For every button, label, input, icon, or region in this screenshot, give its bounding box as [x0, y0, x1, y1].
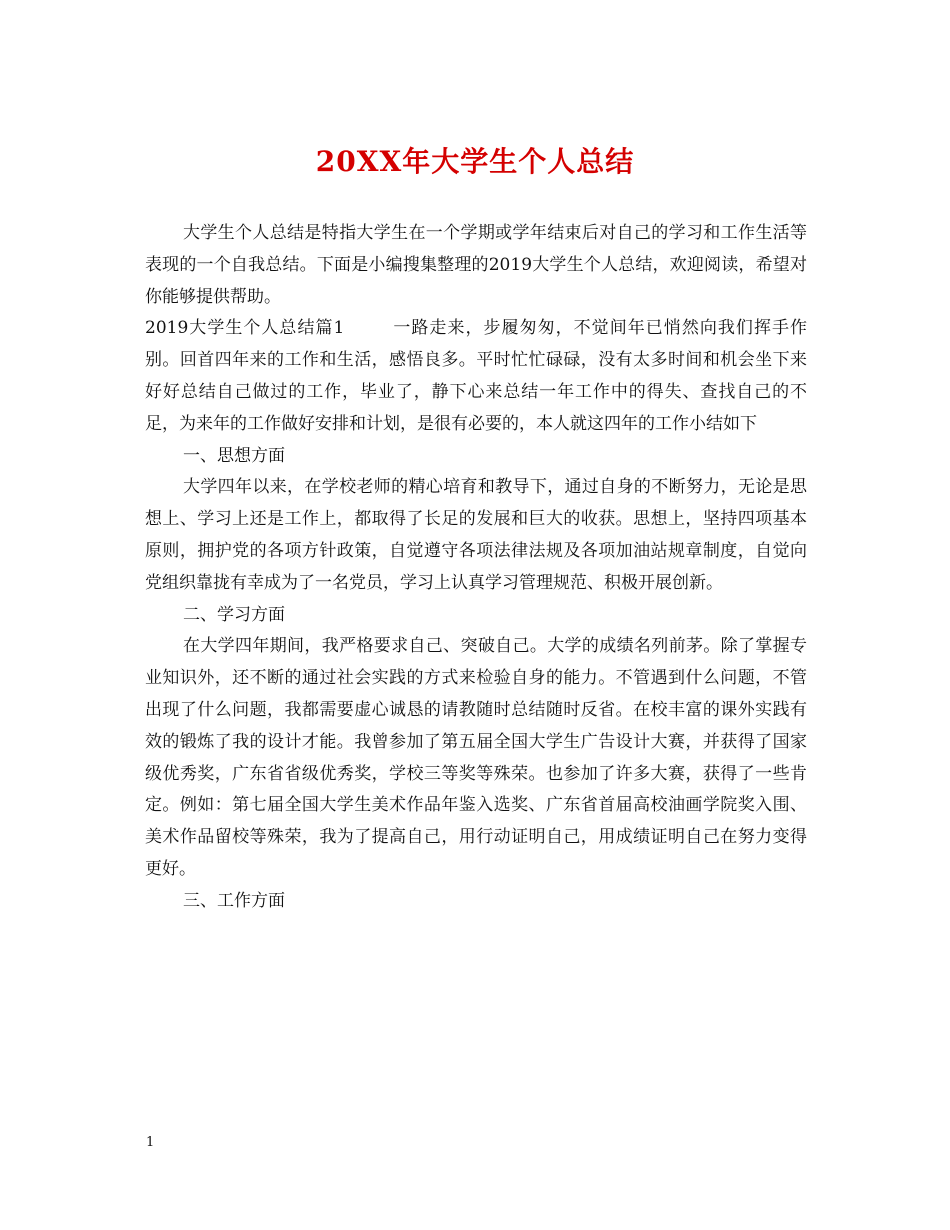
- heading-study: 二、学习方面: [183, 604, 285, 625]
- document-title: 20XX年大学生个人总结: [315, 145, 635, 178]
- paragraph-thought: 大学四年以来，在学校老师的精心培育和教导下，通过自身的不断努力，无论是思想上、学习上还是工作上，都取得了长足的发展和巨大的收获。思想上，坚持四项基本原则，拥护党的各项方针政策，自觉遵守各项法律法规及各项加油站规章制度，自觉向党组织靠拢有幸成为了一名党员，学习上认真学习管理规范、积极开展创新。: [145, 477, 807, 593]
- section-paragraph: [145, 313, 807, 440]
- section-label: 2019大学生个人总结篇1: [145, 318, 345, 339]
- heading-work: 三、工作方面: [183, 890, 285, 911]
- page-number: 1: [146, 1135, 155, 1150]
- intro-paragraph: 大学生个人总结是特指大学生在一个学期或学年结束后对自己的学习和工作生活等表现的一个自我总结。下面是小编搜集整理的2019大学生个人总结，欢迎阅读，希望对你能够提供帮助。: [145, 223, 807, 307]
- document-body: [145, 218, 807, 918]
- section-lead-text: 一路走来，步履匆匆，不觉间年已悄然向我们挥手作别。回首四年来的工作和生活，感悟良多。平时忙忙碌碌，没有太多时间和机会坐下来好好总结自己做过的工作，毕业了，静下心来总结一年工作中的得失、查找自己的不足，为来年的工作做好安排和计划，是很有必要的，本人就这四年的工作小结如下: [145, 318, 807, 434]
- paragraph-study: 在大学四年期间，我严格要求自己、突破自己。大学的成绩名列前茅。除了掌握专业知识外，还不断的通过社会实践的方式来检验自身的能力。不管遇到什么问题，不管出现了什么问题，我都需要虚心诚恳的请教随时总结随时反省。在校丰富的课外实践有效的锻炼了我的设计才能。我曾参加了第五届全国大学生广告设计大赛，并获得了国家级优秀奖，广东省省级优秀奖，学校三等奖等殊荣。也参加了许多大赛，获得了一些肯定。例如：第七届全国大学生美术作品年鉴入选奖、广东省首届高校油画学院奖入围、美术作品留校等殊荣，我为了提高自己，用行动证明自己，用成绩证明自己在努力变得更好。: [145, 636, 807, 879]
- heading-thought: 一、思想方面: [183, 445, 285, 466]
